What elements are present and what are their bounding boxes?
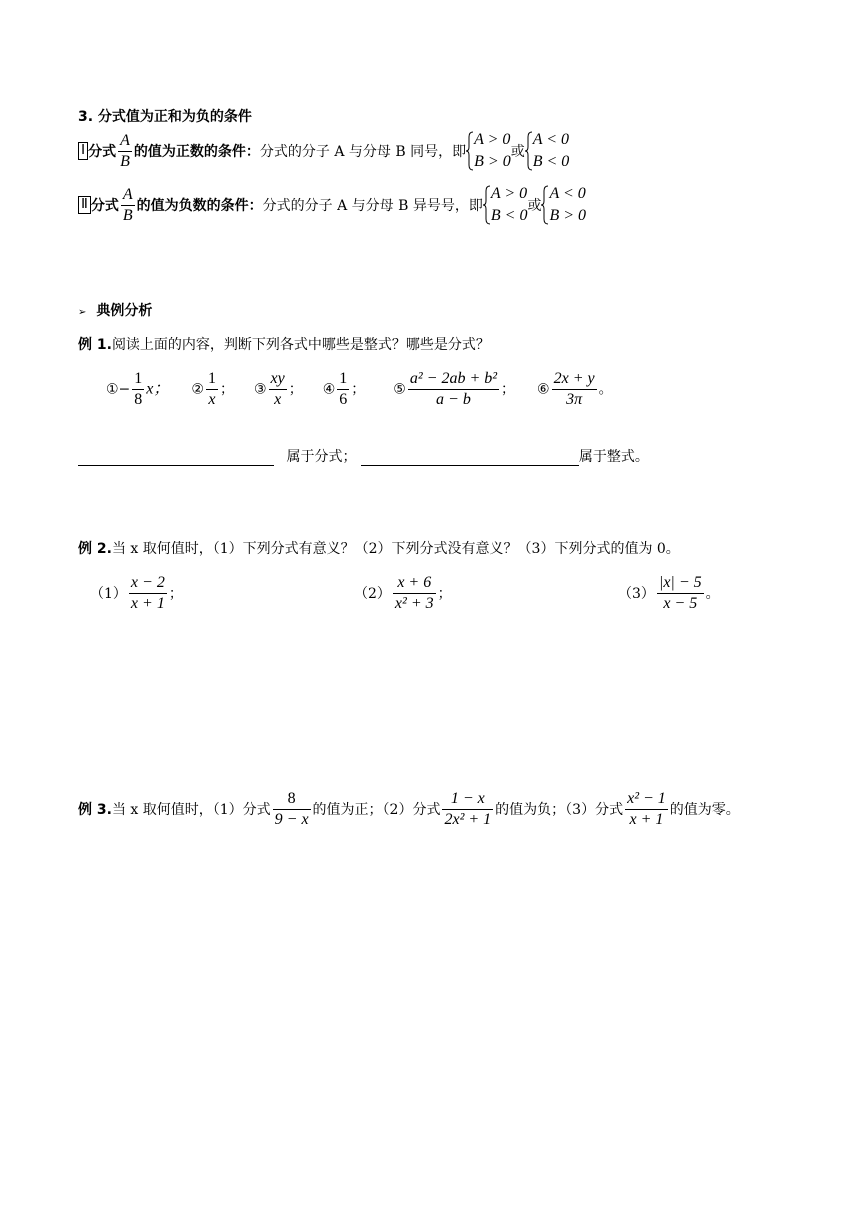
system-a: A > 0 B < 0 bbox=[483, 183, 528, 227]
fraction-a-over-b: $\frac{A}{B}$ bbox=[122, 185, 133, 224]
expr-2: ② $\frac{1}{x}$ ； bbox=[191, 369, 234, 408]
answer-blank-fraction[interactable] bbox=[78, 451, 274, 466]
example-1-expressions bbox=[106, 366, 613, 412]
bold-condition: 的值为负数的条件： bbox=[136, 198, 263, 214]
condition-negative bbox=[78, 182, 586, 228]
condition-desc: 分式的分子 A 与分母 B 同号，即 bbox=[259, 144, 467, 160]
fraction-1: $\frac{8}{9 - x}$ bbox=[274, 789, 309, 828]
expr-4: ④ $\frac{1}{6}$ ； bbox=[322, 369, 366, 408]
example-2-item-2: （2） $\frac{x + 6}{\text{x² + 3}}$ ； bbox=[354, 573, 452, 612]
expr-6: ⑥ $\frac{2x + y}{3\pi}$ 。 bbox=[537, 369, 613, 408]
example-1-prompt: 例 1.阅读上面的内容，判断下列各式中哪些是整式？哪些是分式？ bbox=[78, 337, 490, 353]
roman-tag-1: Ⅰ bbox=[78, 142, 88, 160]
fraction-a-over-b: $\frac{A}{B}$ bbox=[120, 131, 130, 170]
prefix: 分式 bbox=[90, 198, 119, 214]
brace-icon bbox=[483, 185, 491, 225]
brace-icon bbox=[466, 131, 474, 171]
expr-1: ①− $\frac{1}{8}$ x； bbox=[106, 369, 170, 408]
brace-icon bbox=[525, 131, 533, 171]
example-2-prompt: 例 2.当 x 取何值时，（1）下列分式有意义？（2）下列分式没有意义？（3）下列分式的值为 0。 bbox=[78, 541, 680, 557]
condition-desc: 分式的分子 A 与分母 B 异号号，即 bbox=[262, 198, 483, 214]
analysis-heading: ➢ 典例分析 bbox=[78, 303, 153, 319]
fraction-2: $\frac{1 - x}{\text{2x² + 1}}$ bbox=[444, 789, 492, 828]
roman-tag-2: Ⅱ bbox=[78, 196, 91, 214]
example-2-item-3: （3） $\frac{|x| - 5}{x - 5}$ 。 bbox=[618, 573, 720, 612]
example-3-prompt: 例 3. 当 x 取何值时，（1）分式 $\frac{8}{9 - x}$ 的值为正；（2）分式 $\frac{1 - x}{\text{2x² + 1}}$ 的值为负；（3）分式 $\frac{\text{x² − 1}}{x + 1}$ 的值为零。 bbox=[78, 789, 740, 828]
system-b: A < 0 B < 0 bbox=[525, 129, 570, 173]
arrow-bullet-icon: ➢ bbox=[78, 307, 87, 318]
example-1-answer-line: 属于分式； 属于整式。 bbox=[78, 446, 649, 466]
expr-3: ③ $\frac{xy}{x}$ ； bbox=[253, 369, 303, 408]
example-2-item-1: （1） $\frac{x - 2}{x + 1}$ ； bbox=[90, 573, 183, 612]
section-title: 3. 分式值为正和为负的条件 bbox=[78, 109, 252, 125]
prefix: 分式 bbox=[88, 144, 117, 160]
or-word: 或 bbox=[527, 198, 542, 214]
system-a: A > 0 B > 0 bbox=[466, 129, 511, 173]
bold-condition: 的值为正数的条件： bbox=[133, 144, 260, 160]
or-word: 或 bbox=[510, 144, 525, 160]
condition-positive bbox=[78, 128, 569, 174]
answer-blank-polynomial[interactable] bbox=[361, 451, 579, 466]
system-b: A < 0 B > 0 bbox=[541, 183, 586, 227]
expr-5: ⑤ $\frac{\text{a² − 2ab + b²}}{a - b}$ ； bbox=[393, 369, 516, 408]
fraction-3: $\frac{\text{x² − 1}}{x + 1}$ bbox=[627, 789, 666, 828]
